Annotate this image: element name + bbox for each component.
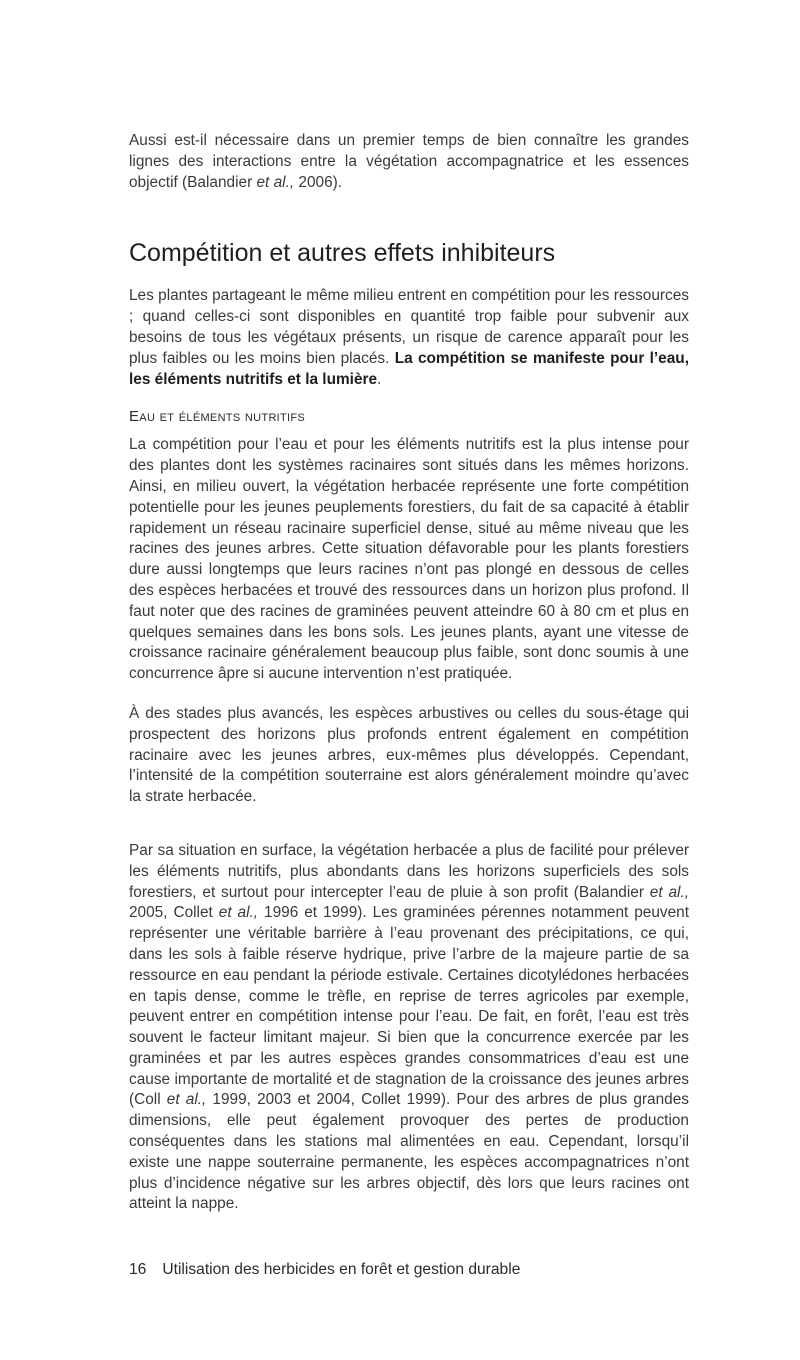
subsection-title: Eau et éléments nutritifs bbox=[129, 408, 306, 426]
paragraph-3: Par sa situation en surface, la végétation herbacée a plus de facilité pour prélever les éléments nutritifs, plus abondants dans les horizons superficiels des sols forestiers, et surtout pour intercepter l’eau de pluie à son profit (Balandier et al., 2005, Collet et al., 1996 et 1999). Les graminées pérennes notamment peuvent représenter une véritable barrière à l’eau provenant des précipitations, ce qui, dans les sols à faible réserve hydrique, prive l’arbre de la majeure partie de sa ressource en eau pendant la période estivale. Certaines dicotylédones herbacées en tapis dense, comme le trèfle, en reprise de terres agricoles par exemple, peuvent entrer en compétition intense pour l’eau. De fait, en forêt, l’eau est très souvent le facteur limitant majeur. Si bien que la concurrence exercée par les graminées et par les autres espèces grandes consommatrices d’eau est une cause importante de mortalité et de stagnation de la croissance des jeunes arbres (Coll et al., 1999, 2003 et 2004, Collet 1999). Pour des arbres de plus grandes dimensions, elle peut également provoquer des pertes de production conséquentes dans les stations mal alimentées en eau. Cependant, lorsqu’il existe une nappe souterraine permanente, les espèces accompagnatrices n’ont plus d’incidence négative sur les arbres objectif, dès lors que leurs racines ont atteint la nappe. bbox=[129, 841, 689, 1213]
page-number: 16 bbox=[129, 1261, 147, 1278]
intro-paragraph: Aussi est-il nécessaire dans un premier temps de bien connaître les grandes lignes des interactions entre la végétation accompagnatrice et les essences objectif (Balandier et al., 2006). bbox=[129, 132, 689, 191]
bold-statement: La compétition se manifeste pour l’eau, les éléments nutritifs et la lumière bbox=[129, 349, 689, 388]
page-footer bbox=[129, 1259, 689, 1281]
page-body bbox=[129, 131, 689, 1215]
paragraph-1: La compétition pour l’eau et pour les éléments nutritifs est la plus intense pour des plantes dont les systèmes racinaires sont situés dans les mêmes horizons. Ainsi, en milieu ouvert, la végétation herbacée représente une forte compétition potentielle pour les jeunes peuplements forestiers, du fait de sa capacité à établir rapidement un réseau racinaire superficiel dense, situé au même niveau que les racines des jeunes arbres. Cette situation défavorable pour les plants forestiers dure aussi longtemps que leurs racines n’ont pas plongé en dessous de celles des espèces herbacées et trouvé des ressources dans un horizon plus profond. Il faut noter que des racines de graminées peuvent atteindre 60 à 80 cm et plus en quelques semaines dans les bons sols. Les jeunes plants, ayant une vitesse de croissance racinaire généralement beaucoup plus faible, sont donc soumis à une concurrence âpre si aucune intervention n’est pratiquée. bbox=[129, 436, 689, 683]
running-title: Utilisation des herbicides en forêt et gestion durable bbox=[162, 1261, 521, 1278]
section-paragraph: Les plantes partageant le même milieu entrent en compétition pour les ressources ; quand celles-ci sont disponibles en quantité trop faible pour subvenir aux besoins de tous les végétaux présents, un risque de carence apparaît pour les plus faibles ou les moins bien placés. La compétition se manifeste pour l’eau, les éléments nutritifs et la lumière. bbox=[129, 287, 689, 388]
paragraph-2: À des stades plus avancés, les espèces arbustives ou celles du sous-étage qui prospectent des horizons plus profonds entrent également en compétition racinaire avec les jeunes arbres, eux-mêmes plus développés. Cependant, l’intensité de la compétition souterraine est alors généralement moindre qu’avec la strate herbacée. bbox=[129, 704, 689, 806]
section-title: Compétition et autres effets inhibiteurs bbox=[129, 239, 556, 268]
